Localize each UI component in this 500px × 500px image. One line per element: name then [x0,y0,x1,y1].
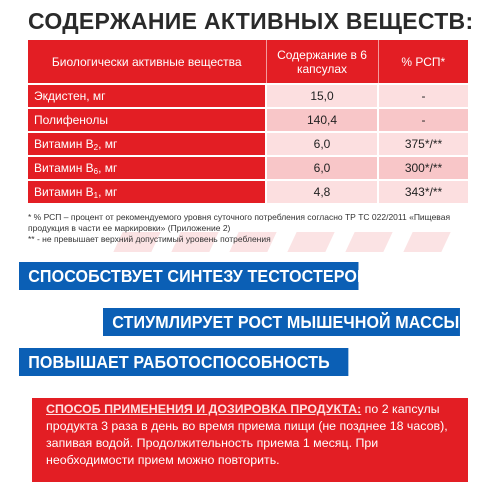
row-rsp: 343*/** [378,180,468,203]
table-row [28,84,468,108]
benefit-banner-testosterone: СПОСОБСТВУЕТ СИНТЕЗУ ТЕСТОСТЕРОНА [19,262,358,290]
footnote-limit: ** - не превышает верхний допустимый уровень потребления [28,234,271,244]
row-amount: 15,0 [266,84,378,108]
row-amount: 6,0 [266,156,378,180]
table-row [28,108,468,132]
row-amount: 4,8 [266,180,378,203]
row-name: Витамин $B_6$, мг [28,156,266,180]
table-row [28,180,468,203]
header-substances: Биологически активные вещества [28,40,266,84]
row-name: Экдистен, мг [28,84,266,108]
row-amount: 140,4 [266,108,378,132]
row-rsp: 375*/** [378,132,468,156]
ingredients-table [28,40,468,203]
footnotes [28,212,468,245]
row-name: Витамин $B_1$, мг [28,180,266,203]
benefit-banner-muscle: СТИУМЛИРУЕТ РОСТ МЫШЕЧНОЙ МАССЫ [103,308,460,336]
footnote-rsp: * % РСП – процент от рекомендуемого уровня суточного потребления согласно ТР ТС 022/2011 «Пищевая продукция в части ее маркировки» (Приложение 2) [28,212,451,233]
row-amount: 6,0 [266,132,378,156]
usage-heading: СПОСОБ ПРИМЕНЕНИЯ И ДОЗИРОВКА ПРОДУКТА: [46,402,362,416]
header-amount: Содержание в 6 капсулах [266,40,378,84]
row-name: Витамин $B_2$, мг [28,132,266,156]
section-title: СОДЕРЖАНИЕ АКТИВНЫХ ВЕЩЕСТВ: [28,8,474,34]
usage-box [32,398,468,482]
row-rsp: - [378,84,468,108]
row-name: Полифенолы [28,108,266,132]
benefit-banner-performance: ПОВЫШАЕТ РАБОТОСПОСОБНОСТЬ [19,348,348,376]
table-row [28,156,468,180]
usage-text: по 2 капсулы продукта 3 раза в день во время приема пищи (не позднее 18 часов), запивая водой. Продолжительность приема 1 месяц. При необходимости прием можно повторить. [46,402,448,467]
table-row [28,132,468,156]
header-rsp: % РСП* [378,40,468,84]
row-rsp: 300*/** [378,156,468,180]
row-rsp: - [378,108,468,132]
table-header-row [28,40,468,84]
